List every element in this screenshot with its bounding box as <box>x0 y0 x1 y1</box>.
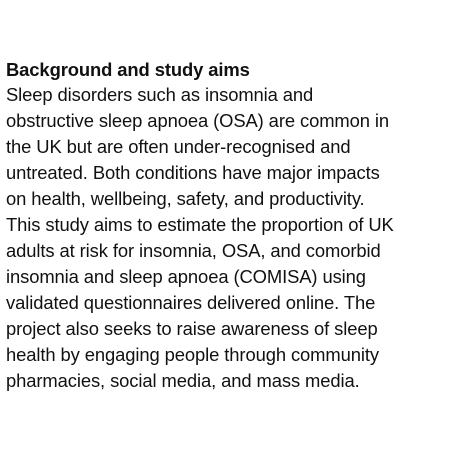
paragraph-line: adults at risk for insomnia, OSA, and comorbid <box>6 240 381 261</box>
paragraph-line: on health, wellbeing, safety, and productivity. <box>6 188 365 209</box>
paragraph-line: project also seeks to raise awareness of sleep <box>6 318 378 339</box>
paragraph-line: validated questionnaires delivered online. The <box>6 292 376 313</box>
paragraph-line: Sleep disorders such as insomnia and <box>6 84 314 105</box>
paragraph-line: the UK but are often under-recognised and <box>6 136 351 157</box>
text-section <box>6 58 444 394</box>
paragraph-line: untreated. Both conditions have major impacts <box>6 162 380 183</box>
section-heading: Background and study aims <box>6 59 250 80</box>
paragraph-line: insomnia and sleep apnoea (COMISA) using <box>6 266 366 287</box>
body-paragraph <box>6 82 444 394</box>
paragraph-line: health by engaging people through community <box>6 344 379 365</box>
paragraph-line: This study aims to estimate the proportion of UK <box>6 214 394 235</box>
paragraph-line: pharmacies, social media, and mass media. <box>6 370 360 391</box>
paragraph-line: obstructive sleep apnoea (OSA) are common in <box>6 110 390 131</box>
